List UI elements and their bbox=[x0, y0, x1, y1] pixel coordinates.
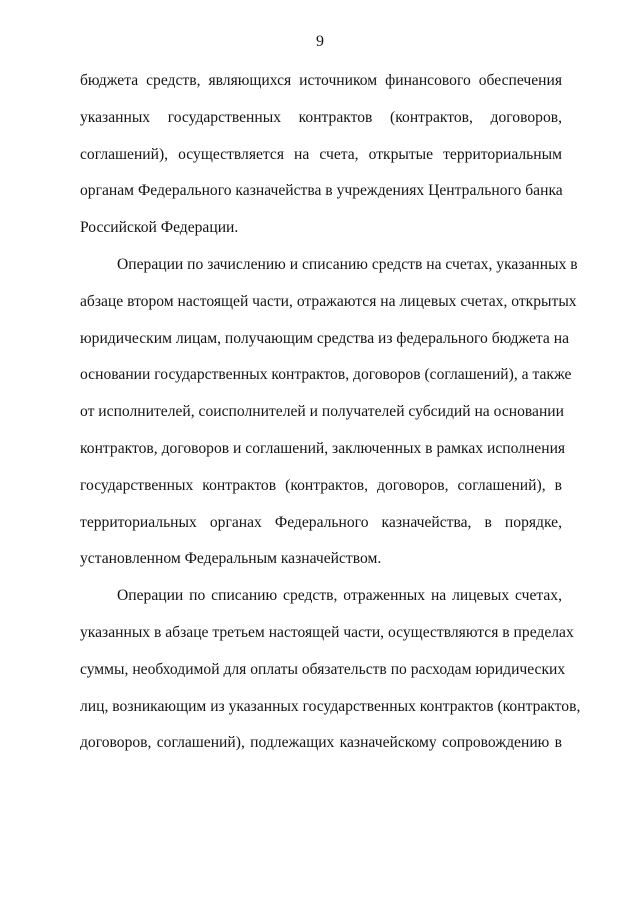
text-line: Российской Федерации. bbox=[80, 219, 239, 237]
text-line: суммы, необходимой для оплаты обязательств по расходам юридических bbox=[80, 660, 566, 678]
paragraph-1 bbox=[80, 69, 562, 253]
paragraph-3 bbox=[80, 584, 581, 768]
text-line: органам Федерального казначейства в учреждениях Центрального банка bbox=[80, 182, 563, 200]
text-line: договоров, соглашений), подлежащих казначейскому сопровождению в bbox=[80, 734, 562, 752]
text-line: абзаце втором настоящей части, отражаются на лицевых счетах, открытых bbox=[80, 292, 577, 310]
text-line: Операции по списанию средств, отраженных на лицевых счетах, bbox=[117, 587, 562, 605]
text-line: основании государственных контрактов, договоров (соглашений), а также bbox=[80, 366, 572, 384]
text-line: соглашений), осуществляется на счета, открытые территориальным bbox=[80, 145, 562, 163]
text-line: контрактов, договоров и соглашений, заключенных в рамках исполнения bbox=[80, 439, 566, 457]
text-line: указанных в абзаце третьем настоящей части, осуществляются в пределах bbox=[80, 623, 574, 641]
page-number: 9 bbox=[316, 33, 324, 50]
text-line: указанных государственных контрактов (контрактов, договоров, bbox=[80, 108, 562, 126]
text-line: установленном Федеральным казначейством. bbox=[80, 550, 382, 568]
text-line: Операции по зачислению и списанию средств на счетах, указанных в bbox=[117, 255, 578, 273]
text-line: лиц, возникающим из указанных государственных контрактов (контрактов, bbox=[80, 697, 581, 715]
text-line: государственных контрактов (контрактов, договоров, соглашений), в bbox=[80, 476, 562, 494]
text-line: от исполнителей, соисполнителей и получателей субсидий на основании bbox=[80, 403, 564, 421]
text-line: территориальных органах Федерального казначейства, в порядке, bbox=[80, 513, 562, 531]
paragraph-2 bbox=[80, 253, 578, 584]
text-line: бюджета средств, являющихся источником финансового обеспечения bbox=[80, 72, 562, 89]
body-text bbox=[80, 69, 581, 768]
text-line: юридическим лицам, получающим средства из федерального бюджета на bbox=[80, 329, 569, 347]
